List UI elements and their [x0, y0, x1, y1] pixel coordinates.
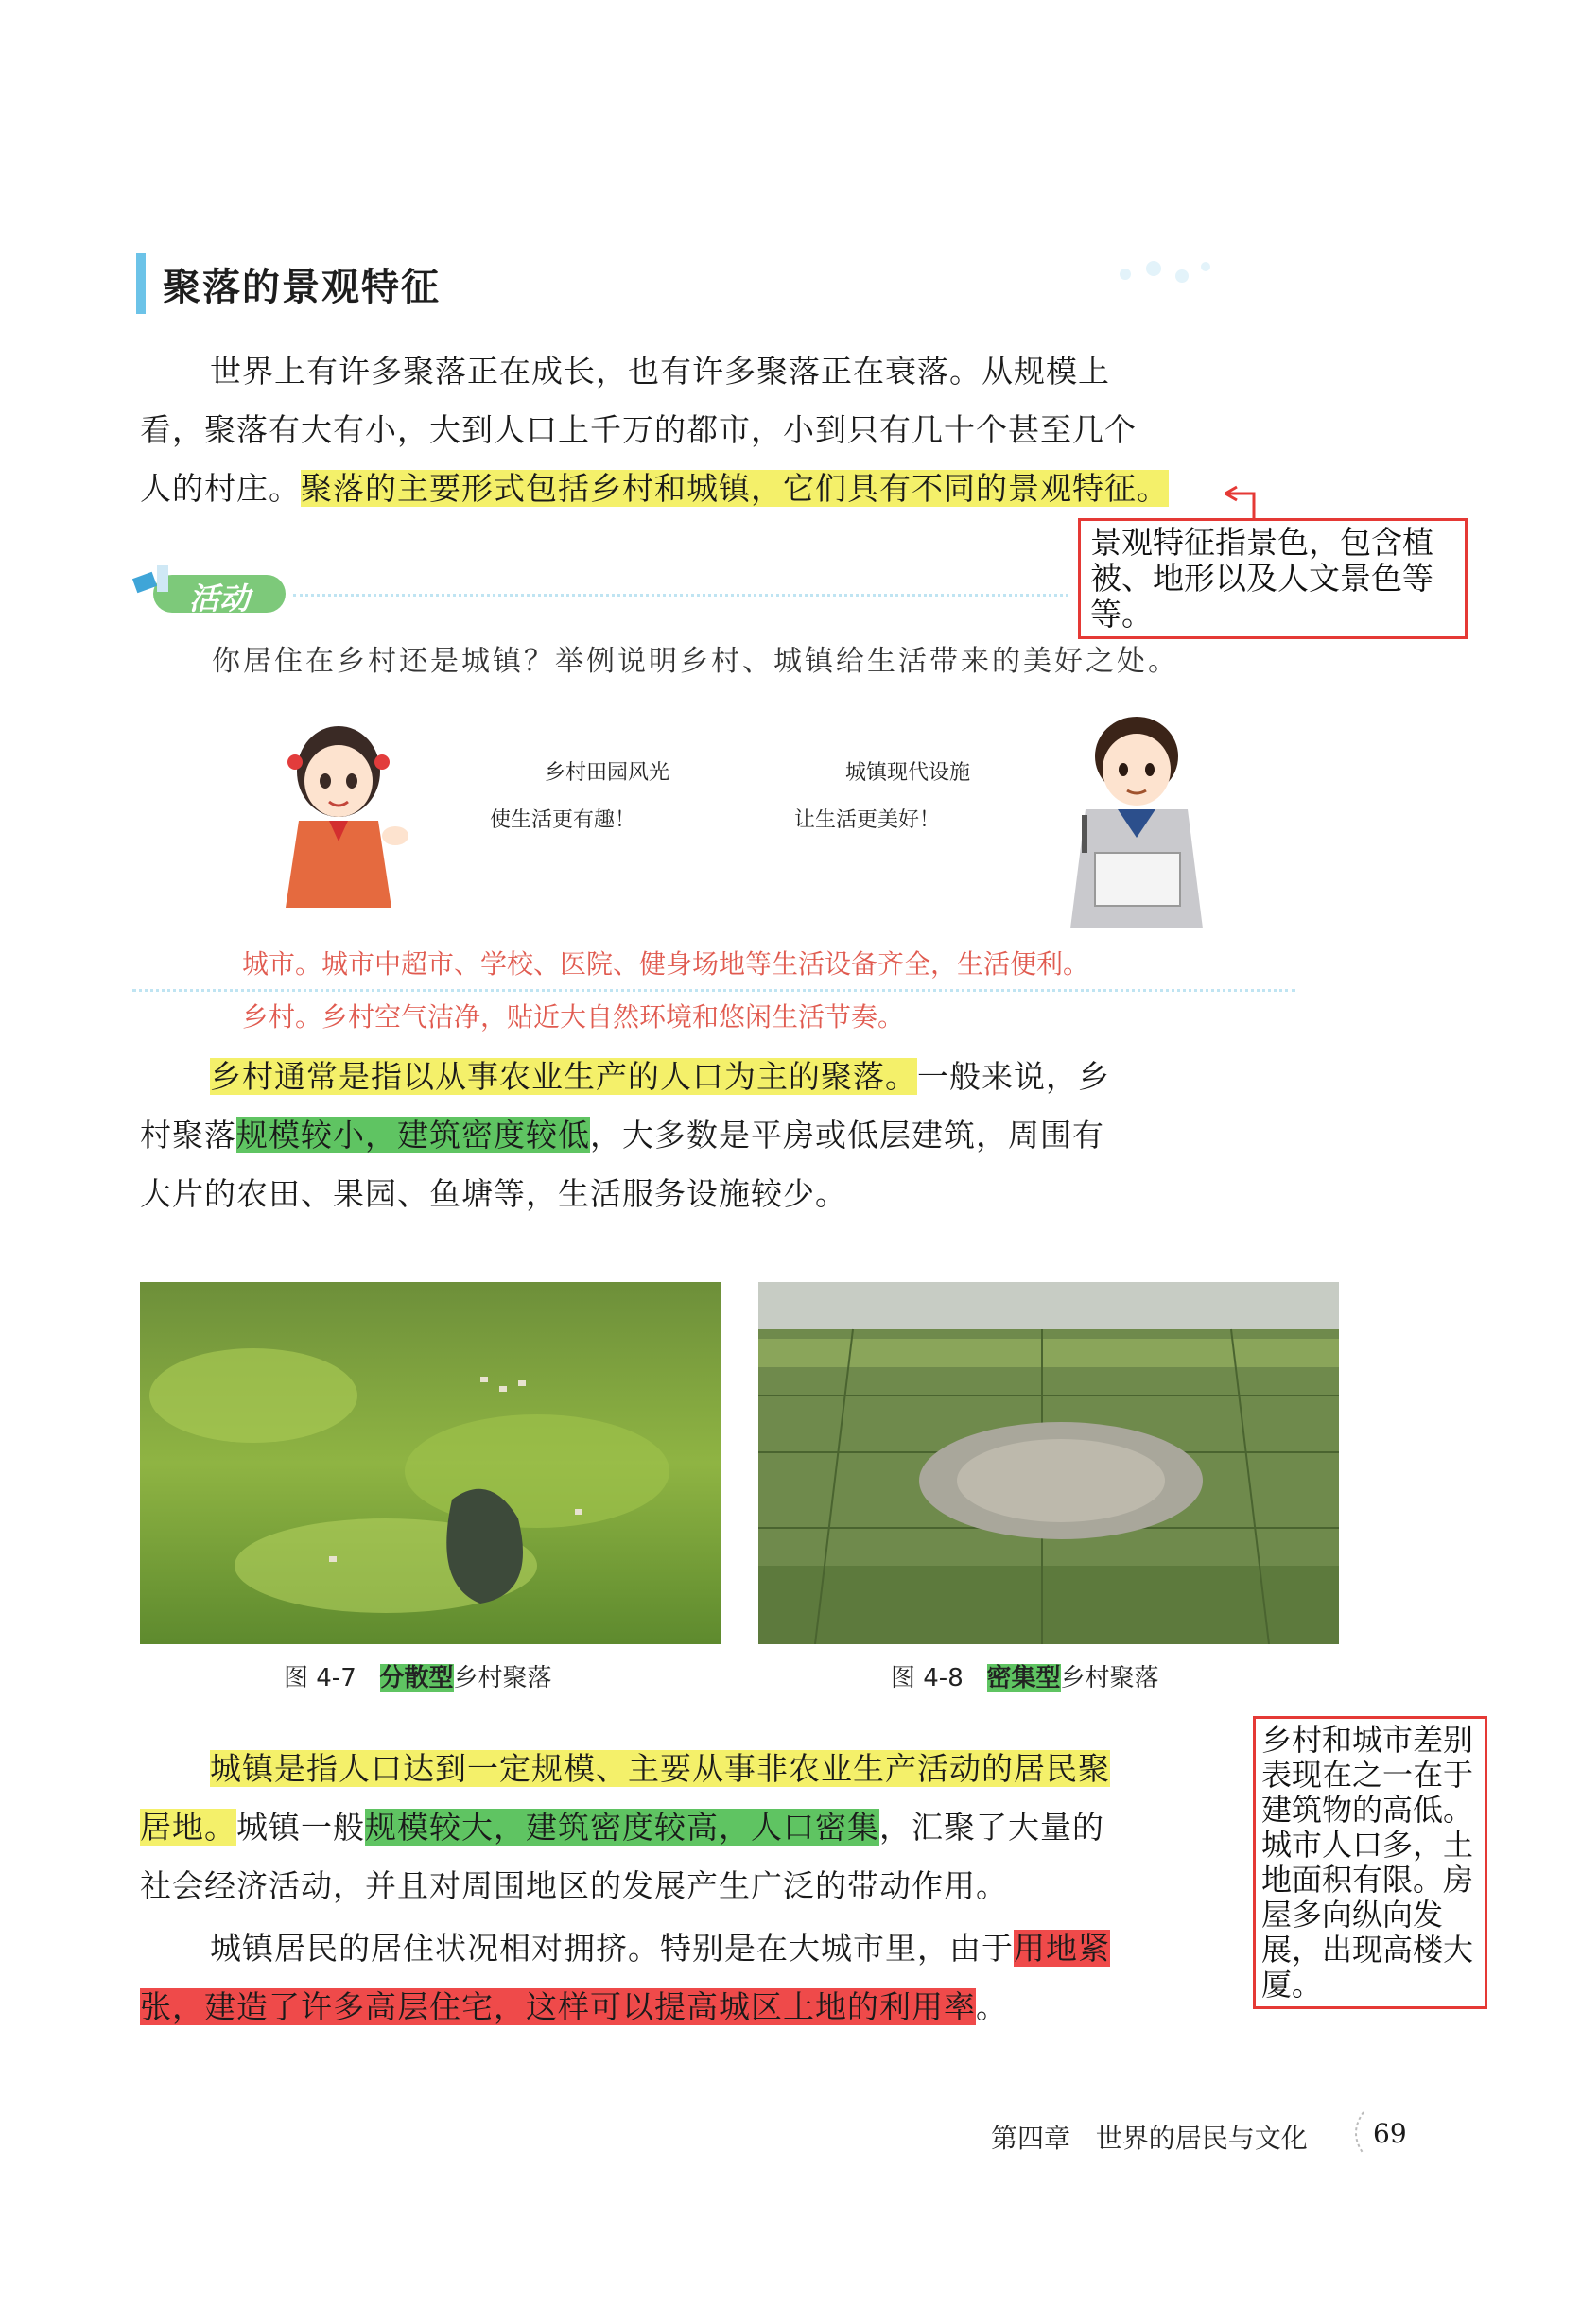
- figure-text: 乡村聚落: [453, 1664, 552, 1692]
- speech-girl-1: 乡村田园风光: [545, 761, 670, 785]
- section-title: 聚落的景观特征: [163, 266, 441, 309]
- annotation-note: 景观特征指景色，包含植被、地形以及人文景色等等。: [1078, 518, 1468, 639]
- divider: [132, 989, 1295, 992]
- paragraph-town: [140, 1740, 1256, 1916]
- speech-boy-1: 城镇现代设施: [845, 761, 971, 785]
- paragraph-village: [140, 1048, 1227, 1223]
- para-text: 人的村庄。: [140, 470, 301, 507]
- highlighted-text: 居地。: [140, 1809, 236, 1846]
- answer-village: 乡村。乡村空气洁净，贴近大自然环境和悠闲生活节奏。: [242, 1001, 905, 1032]
- para-text: 。: [976, 1988, 1008, 2025]
- speech-boy-2: 让生活更美好！: [794, 808, 941, 832]
- highlighted-text: 城镇是指人口达到一定规模、主要从事非农业生产活动的居民聚: [210, 1750, 1110, 1787]
- para-line: 大片的农田、果园、鱼塘等，生活服务设施较少。: [140, 1175, 847, 1212]
- para-line: 社会经济活动，并且对周围地区的发展产生广泛的带动作用。: [140, 1867, 1008, 1904]
- photo-scattered-village: [140, 1282, 721, 1644]
- figure-caption: [891, 1658, 1159, 1693]
- para-text: ，汇聚了大量的: [879, 1809, 1104, 1846]
- highlighted-text: 用地紧: [1014, 1930, 1110, 1967]
- para-line: 世界上有许多聚落正在成长，也有许多聚落正在衰落。从规模上: [210, 353, 1110, 390]
- highlighted-text: 规模较小，建筑密度较低: [236, 1117, 590, 1153]
- figure-caption: [284, 1658, 552, 1693]
- chapter-number: 第四章: [991, 2123, 1071, 2154]
- highlighted-text: 乡村通常是指以从事农业生产的人口为主的聚落。: [210, 1058, 917, 1095]
- girl-illustration: [270, 719, 412, 908]
- figure-text: 乡村聚落: [1060, 1664, 1159, 1692]
- annotation-note: 乡村和城市差别表现在之一在于建筑物的高低。城市人口多，土地面积有限。房屋多向纵向发展，出现高楼大厦。: [1253, 1716, 1487, 2009]
- figure-number: 图 4-7: [284, 1664, 356, 1692]
- figure-highlight: 分散型: [379, 1664, 454, 1692]
- section-title-bar: [136, 253, 146, 314]
- activity-label-text: 活动: [189, 581, 251, 616]
- speech-girl-2: 使生活更有趣！: [490, 808, 636, 832]
- figure-highlight: 密集型: [986, 1664, 1061, 1692]
- para-text: ，大多数是平房或低层建筑，周围有: [590, 1117, 1104, 1153]
- figure-number: 图 4-8: [891, 1664, 964, 1692]
- chapter-title: 世界的居民与文化: [1095, 2123, 1308, 2154]
- divider: [293, 594, 1068, 597]
- photo-dense-village: [758, 1282, 1339, 1644]
- footer-divider-icon: [1346, 2110, 1367, 2156]
- para-text: 城镇居民的居住状况相对拥挤。特别是在大城市里，由于: [210, 1930, 1014, 1967]
- highlighted-text: 规模较大，建筑密度较高，人口密集: [365, 1809, 879, 1846]
- highlighted-text: 聚落的主要形式包括乡村和城镇，它们具有不同的景观特征。: [301, 470, 1169, 507]
- highlighted-text: 张，建造了许多高层住宅，这样可以提高城区土地的利用率: [140, 1988, 976, 2025]
- page-footer: [991, 2118, 1308, 2156]
- paragraph-intro: [140, 342, 1227, 518]
- boy-illustration: [1057, 711, 1218, 928]
- answer-city: 城市。城市中超市、学校、医院、健身场地等生活设备齐全，生活便利。: [242, 948, 1090, 980]
- para-text: 城镇一般: [236, 1809, 365, 1846]
- activity-label: [132, 565, 293, 622]
- para-text: 村聚落: [140, 1117, 236, 1153]
- para-line: 看，聚落有大有小，大到人口上千万的都市，小到只有几十个甚至几个: [140, 411, 1137, 448]
- activity-question: 你居住在乡村还是城镇？举例说明乡村、城镇给生活带来的美好之处。: [212, 645, 1179, 678]
- para-text: 一般来说，乡: [917, 1058, 1110, 1095]
- paragraph-housing: [140, 1919, 1256, 2037]
- decorative-map-icon: [1106, 255, 1220, 293]
- page-number: 69: [1373, 2118, 1407, 2149]
